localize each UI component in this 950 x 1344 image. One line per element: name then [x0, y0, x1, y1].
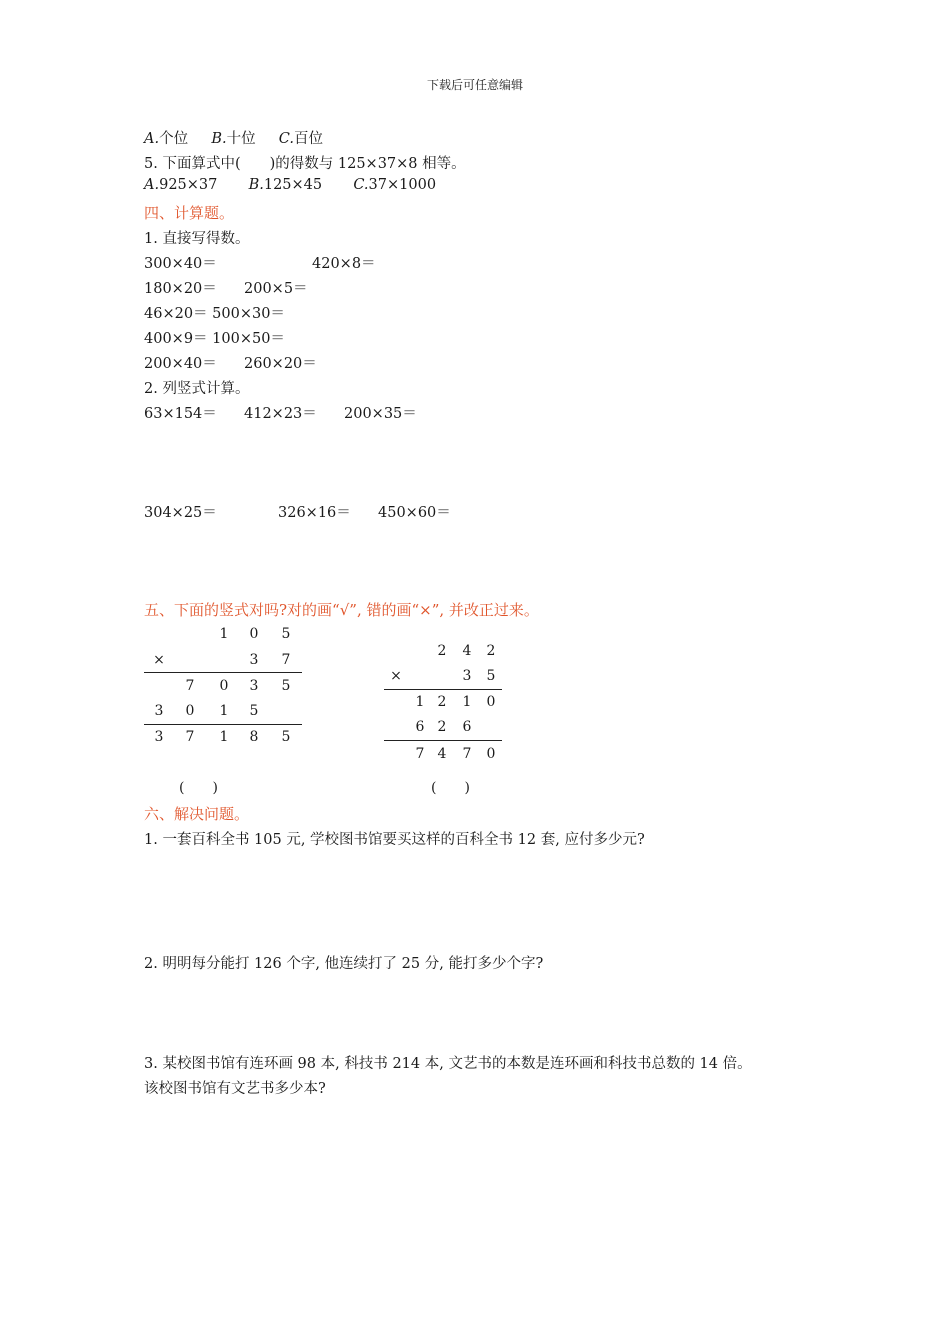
q4-option-b: 十位: [226, 131, 256, 147]
q4-option-c-letter: C.: [278, 131, 294, 147]
section4-title: 四、计算题。: [144, 204, 235, 222]
digit: 4: [462, 643, 472, 659]
multiply-sign: ×: [390, 668, 402, 684]
digit: 3: [154, 729, 164, 745]
vertical-calc-item: 450×60＝: [378, 505, 451, 521]
digit: 5: [281, 626, 291, 642]
calc-item: 420×8＝: [312, 256, 376, 272]
q5-option-c: 37×1000: [368, 177, 437, 193]
calc-item: 200×40＝: [144, 356, 217, 372]
q4-option-a: 个位: [159, 131, 189, 147]
vertical-calc-item: 326×16＝: [278, 505, 351, 521]
q4-options: [144, 127, 323, 148]
answer-parentheses-1[interactable]: ( ): [179, 780, 218, 796]
digit: 1: [415, 694, 425, 710]
digit: 0: [486, 746, 496, 762]
page-header: 下载后可任意编辑: [426, 78, 523, 92]
digit: 7: [185, 729, 195, 745]
digit: 0: [249, 626, 259, 642]
calc-row: 400×9＝ 100×50＝: [144, 331, 285, 347]
q5-option-a: 925×37: [159, 177, 218, 193]
digit: 3: [462, 668, 472, 684]
answer-parentheses-2[interactable]: ( ): [431, 780, 470, 796]
digit: 5: [486, 668, 496, 684]
vertical-calc-item: 412×23＝: [244, 406, 317, 422]
digit: 6: [415, 719, 425, 735]
calc-item: 200×5＝: [244, 281, 308, 297]
problem-3-line2: 该校图书馆有文艺书多少本?: [144, 1081, 326, 1097]
vertical-calc-item: 304×25＝: [144, 505, 217, 521]
q4-option-c: 百位: [293, 131, 323, 147]
vertical-calc-item: 63×154＝: [144, 406, 217, 422]
digit: 0: [219, 678, 229, 694]
digit: 0: [486, 694, 496, 710]
digit: 7: [281, 652, 291, 668]
problem-2: 2. 明明每分能打 126 个字, 他连续打了 25 分, 能打多少个字?: [144, 956, 544, 972]
divider-line: [144, 672, 302, 673]
calc-item: 260×20＝: [244, 356, 317, 372]
section5-title: 五、下面的竖式对吗?对的画“√”, 错的画“×”, 并改正过来。: [144, 601, 539, 619]
section6-title: 六、解决问题。: [144, 805, 250, 823]
divider-line: [384, 689, 502, 690]
digit: 6: [462, 719, 472, 735]
digit: 2: [437, 694, 447, 710]
digit: 3: [249, 652, 259, 668]
q5-option-c-letter: C.: [353, 177, 369, 193]
digit: 4: [437, 746, 447, 762]
digit: 7: [462, 746, 472, 762]
divider-line: [384, 740, 502, 741]
q4-option-b-letter: B.: [211, 131, 227, 147]
digit: 5: [281, 678, 291, 694]
vertical-calc-item: 200×35＝: [344, 406, 417, 422]
q5-options: [144, 177, 436, 193]
q5-option-b: 125×45: [263, 177, 323, 193]
divider-line: [144, 724, 302, 725]
digit: 2: [486, 643, 496, 659]
q5-stem: 5. 下面算式中( )的得数与 125×37×8 相等。: [144, 156, 466, 172]
digit: 5: [249, 703, 259, 719]
digit: 7: [415, 746, 425, 762]
digit: 3: [154, 703, 164, 719]
q4-option-a-letter: A.: [144, 131, 160, 147]
digit: 7: [185, 678, 195, 694]
calc-item: 180×20＝: [144, 281, 217, 297]
digit: 1: [219, 626, 229, 642]
multiply-sign: ×: [153, 652, 165, 668]
digit: 1: [462, 694, 472, 710]
section4-sub1: 1. 直接写得数。: [144, 231, 250, 247]
q5-option-b-letter: B.: [248, 177, 264, 193]
section4-sub2: 2. 列竖式计算。: [144, 381, 250, 397]
digit: 1: [219, 729, 229, 745]
q5-option-a-letter: A.: [144, 177, 160, 193]
digit: 8: [249, 729, 259, 745]
digit: 5: [281, 729, 291, 745]
digit: 0: [185, 703, 195, 719]
problem-1: 1. 一套百科全书 105 元, 学校图书馆要买这样的百科全书 12 套, 应付多少元?: [144, 832, 645, 848]
digit: 1: [219, 703, 229, 719]
calc-item: 300×40＝: [144, 256, 217, 272]
digit: 2: [437, 719, 447, 735]
digit: 3: [249, 678, 259, 694]
calc-row: 46×20＝ 500×30＝: [144, 306, 285, 322]
problem-3-line1: 3. 某校图书馆有连环画 98 本, 科技书 214 本, 文艺书的本数是连环画和科技书总数的 14 倍。: [144, 1056, 752, 1072]
digit: 2: [437, 643, 447, 659]
